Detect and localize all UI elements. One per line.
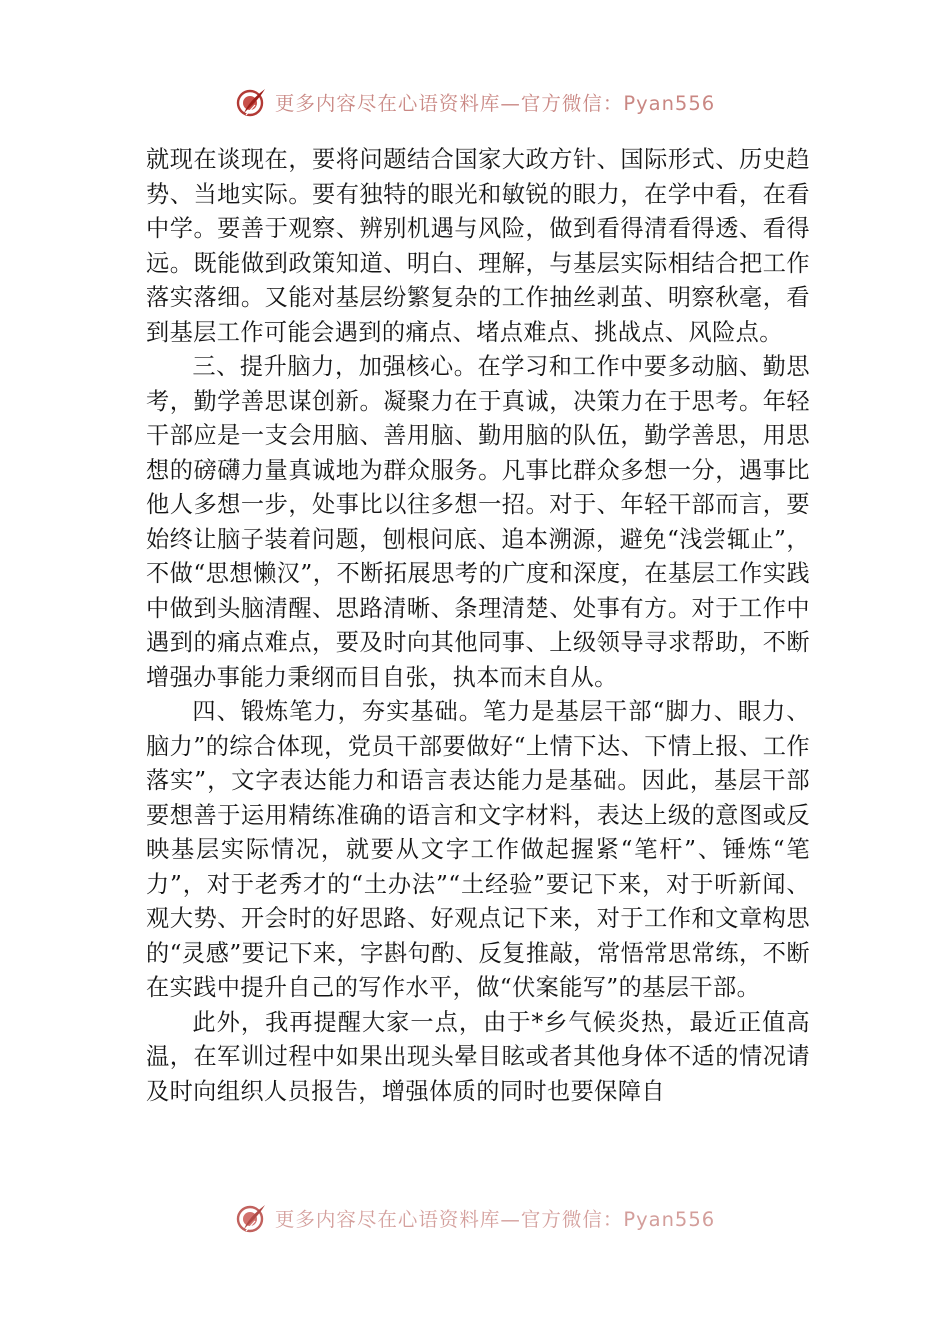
paragraph: 就现在谈现在，要将问题结合国家大政方针、国际形式、历史趋势、当地实际。要有独特的眼光和敏锐的眼力，在学中看，在看中学。要善于观察、辨别机遇与风险，做到看得清看得透、看得远。既能做到政策知道、明白、理解，与基层实际相结合把工作落实落细。又能对基层纷繁复杂的工作抽丝剥茧、明察秋毫，看到基层工作可能会遇到的痛点、堵点难点、挑战点、风险点。 bbox=[146, 146, 810, 346]
watermark-text: 更多内容尽在心语资料库—官方微信：Pyan556 bbox=[274, 1208, 716, 1231]
paragraph: 三、提升脑力，加强核心。在学习和工作中要多动脑、勤思考，勤学善思谋创新。凝聚力在于真诚，决策力在于思考。年轻干部应是一支会用脑、善用脑、勤用脑的队伍，勤学善思，用思想的磅礴力量真诚地为群众服务。凡事比群众多想一分，遇事比他人多想一步，处事比以往多想一招。对于、年轻干部而言，要始终让脑子装着问题，刨根问底、追本溯源，避免“浅尝辄止”，不做“思想懒汉”，不断拓展思考的广度和深度，在基层工作实践中做到头脑清醒、思路清晰、条理清楚、处事有方。对于工作中遇到的痛点难点，要及时向其他同事、上级领导寻求帮助，不断增强办事能力秉纲而目自张，执本而末自从。 bbox=[146, 353, 810, 691]
paragraph: 此外，我再提醒大家一点，由于*乡气候炎热，最近正值高温，在军训过程中如果出现头晕目眩或者其他身体不适的情况请及时向组织人员报告，增强体质的同时也要保障自 bbox=[146, 1008, 810, 1105]
document-body bbox=[146, 143, 810, 1109]
watermark-header bbox=[0, 82, 950, 122]
paragraph: 四、锻炼笔力，夯实基础。笔力是基层干部“脚力、眼力、脑力”的综合体现，党员干部要做好“上情下达、下情上报、工作落实”，文字表达能力和语言表达能力是基础。因此，基层干部要想善于运用精练准确的语言和文字材料，表达上级的意图或反映基层实际情况，就要从文字工作做起握紧“笔杆”、锤炼“笔力”，对于老秀才的“土办法”“土经验”要记下来，对于听新闻、观大势、开会时的好思路、好观点记下来，对于工作和文章构思的“灵感”要记下来，字斟句酌、反复推敲，常悟常思常练，不断在实践中提升自己的写作水平，做“伏案能写”的基层干部。 bbox=[146, 698, 810, 1001]
quill-logo-icon bbox=[235, 1201, 269, 1235]
quill-logo-icon bbox=[235, 85, 269, 119]
watermark-footer bbox=[0, 1198, 950, 1238]
watermark-text: 更多内容尽在心语资料库—官方微信：Pyan556 bbox=[274, 92, 716, 115]
